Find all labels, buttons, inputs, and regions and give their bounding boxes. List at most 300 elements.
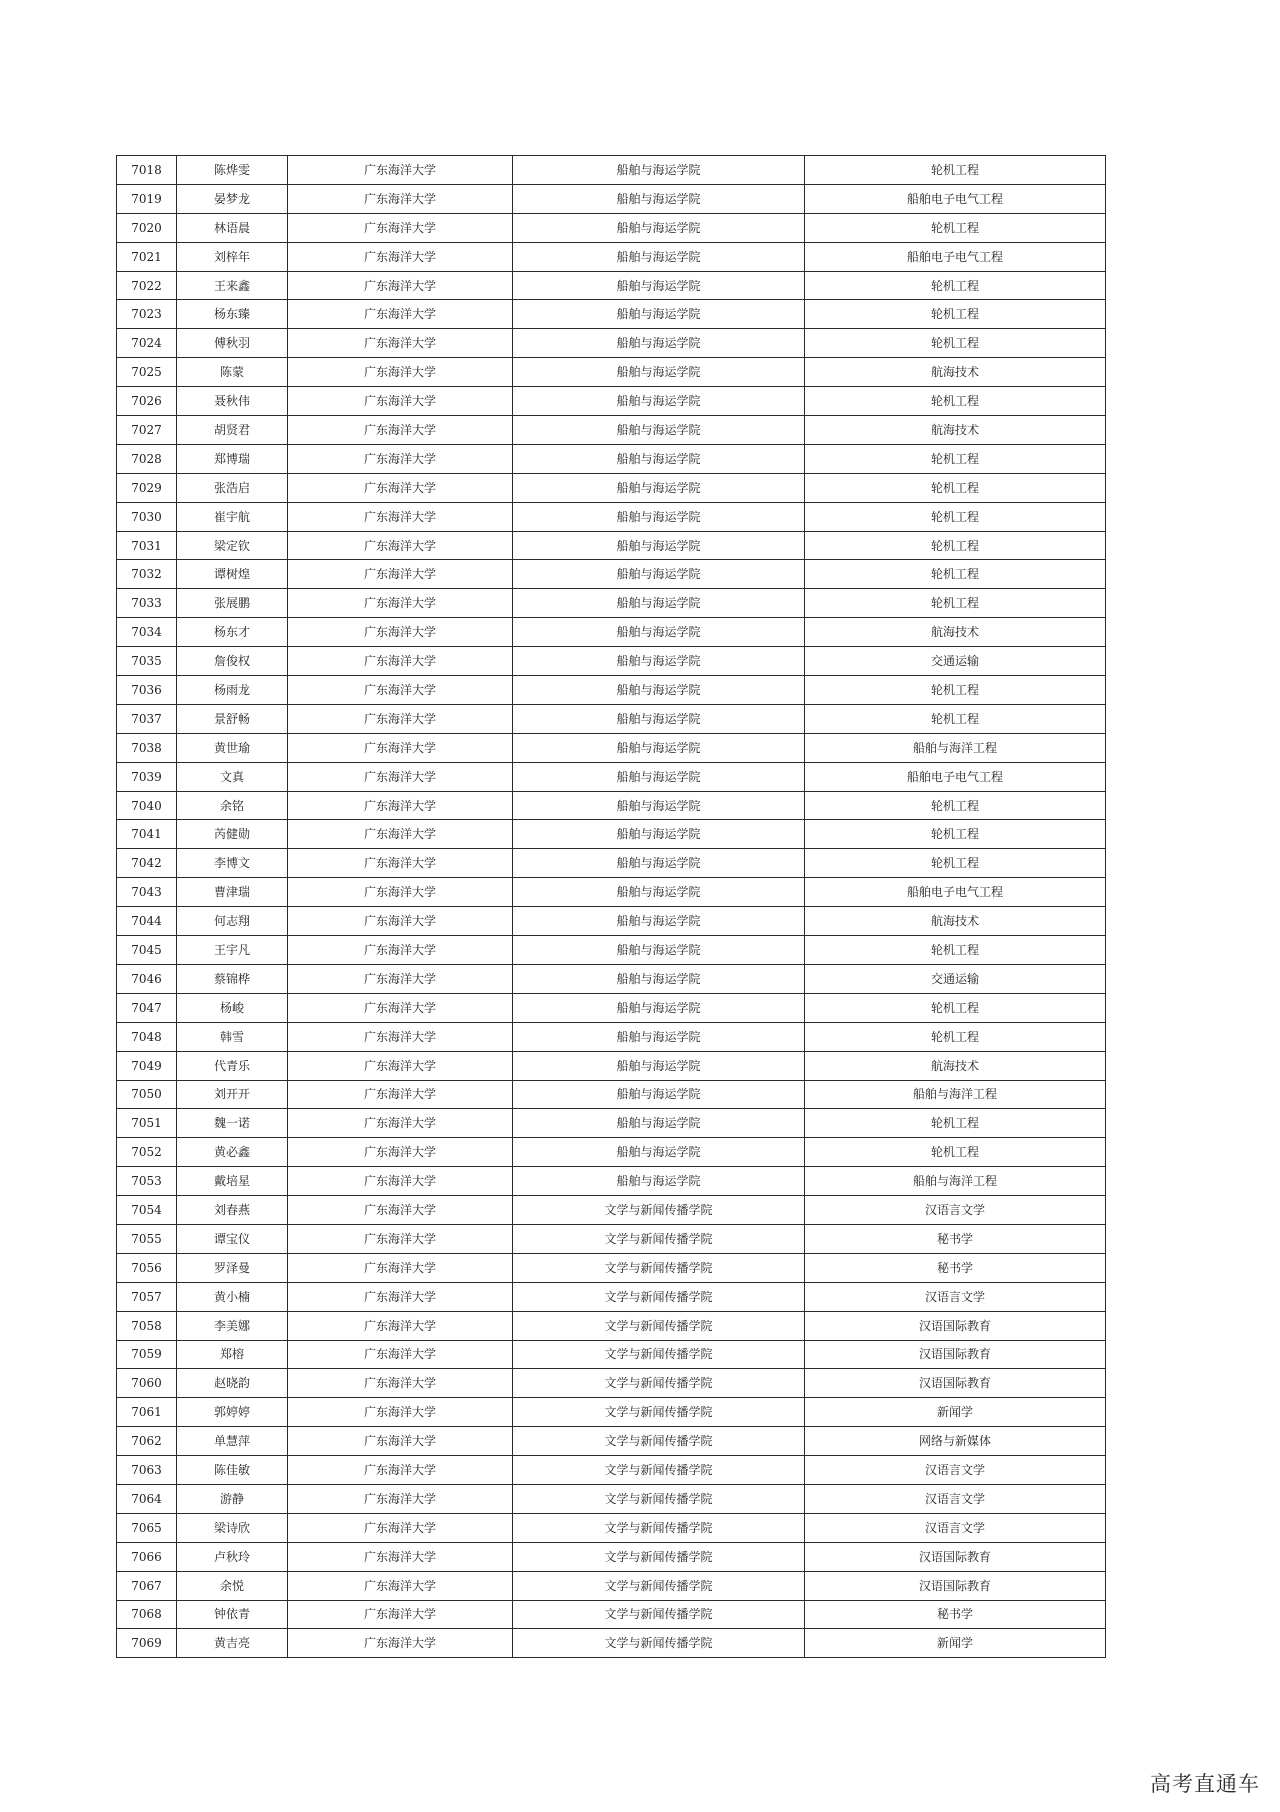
cell-major: 秘书学	[805, 1600, 1106, 1629]
cell-name: 卢秋玲	[177, 1542, 288, 1571]
cell-college: 船舶与海运学院	[513, 387, 805, 416]
table-row	[117, 502, 1106, 531]
table-row	[117, 1311, 1106, 1340]
cell-major: 船舶电子电气工程	[805, 242, 1106, 271]
cell-university: 广东海洋大学	[288, 444, 513, 473]
cell-name: 文真	[177, 762, 288, 791]
cell-name: 刘春燕	[177, 1196, 288, 1225]
table-row	[117, 473, 1106, 502]
cell-university: 广东海洋大学	[288, 878, 513, 907]
table-row	[117, 1513, 1106, 1542]
table-row	[117, 1427, 1106, 1456]
cell-major: 新闻学	[805, 1629, 1106, 1658]
cell-college: 船舶与海运学院	[513, 762, 805, 791]
cell-college: 船舶与海运学院	[513, 156, 805, 185]
cell-name: 詹俊权	[177, 647, 288, 676]
cell-college: 船舶与海运学院	[513, 1167, 805, 1196]
cell-college: 船舶与海运学院	[513, 676, 805, 705]
cell-university: 广东海洋大学	[288, 184, 513, 213]
cell-name: 晏梦龙	[177, 184, 288, 213]
cell-university: 广东海洋大学	[288, 1456, 513, 1485]
cell-id: 7027	[117, 416, 177, 445]
cell-major: 汉语言文学	[805, 1196, 1106, 1225]
cell-university: 广东海洋大学	[288, 1513, 513, 1542]
cell-college: 文学与新闻传播学院	[513, 1253, 805, 1282]
table-row	[117, 1571, 1106, 1600]
cell-name: 谭树煌	[177, 560, 288, 589]
cell-major: 轮机工程	[805, 444, 1106, 473]
cell-major: 轮机工程	[805, 791, 1106, 820]
cell-university: 广东海洋大学	[288, 560, 513, 589]
cell-university: 广东海洋大学	[288, 1369, 513, 1398]
cell-id: 7022	[117, 271, 177, 300]
table-row	[117, 416, 1106, 445]
cell-college: 船舶与海运学院	[513, 531, 805, 560]
cell-id: 7044	[117, 907, 177, 936]
cell-id: 7049	[117, 1051, 177, 1080]
table-row	[117, 184, 1106, 213]
table-row	[117, 444, 1106, 473]
cell-id: 7024	[117, 329, 177, 358]
cell-college: 船舶与海运学院	[513, 733, 805, 762]
cell-university: 广东海洋大学	[288, 1253, 513, 1282]
cell-major: 船舶与海洋工程	[805, 1080, 1106, 1109]
cell-name: 林语晨	[177, 213, 288, 242]
cell-major: 航海技术	[805, 1051, 1106, 1080]
table-row	[117, 1022, 1106, 1051]
cell-college: 文学与新闻传播学院	[513, 1311, 805, 1340]
table-row	[117, 589, 1106, 618]
cell-university: 广东海洋大学	[288, 676, 513, 705]
cell-name: 单慧萍	[177, 1427, 288, 1456]
cell-name: 余铭	[177, 791, 288, 820]
cell-university: 广东海洋大学	[288, 473, 513, 502]
cell-college: 船舶与海运学院	[513, 444, 805, 473]
cell-name: 黄必鑫	[177, 1138, 288, 1167]
cell-college: 文学与新闻传播学院	[513, 1456, 805, 1485]
cell-major: 交通运输	[805, 647, 1106, 676]
table-row	[117, 1253, 1106, 1282]
cell-id: 7030	[117, 502, 177, 531]
cell-id: 7045	[117, 936, 177, 965]
cell-college: 船舶与海运学院	[513, 300, 805, 329]
cell-college: 船舶与海运学院	[513, 993, 805, 1022]
cell-id: 7054	[117, 1196, 177, 1225]
table-row	[117, 1138, 1106, 1167]
cell-university: 广东海洋大学	[288, 762, 513, 791]
cell-name: 郑博瑞	[177, 444, 288, 473]
cell-university: 广东海洋大学	[288, 1427, 513, 1456]
cell-college: 文学与新闻传播学院	[513, 1398, 805, 1427]
cell-name: 陈烨雯	[177, 156, 288, 185]
cell-major: 轮机工程	[805, 387, 1106, 416]
cell-major: 航海技术	[805, 907, 1106, 936]
cell-university: 广东海洋大学	[288, 1282, 513, 1311]
cell-name: 梁定钦	[177, 531, 288, 560]
cell-university: 广东海洋大学	[288, 993, 513, 1022]
cell-major: 交通运输	[805, 964, 1106, 993]
cell-id: 7060	[117, 1369, 177, 1398]
cell-university: 广东海洋大学	[288, 387, 513, 416]
cell-college: 船舶与海运学院	[513, 184, 805, 213]
cell-id: 7042	[117, 849, 177, 878]
cell-id: 7056	[117, 1253, 177, 1282]
cell-major: 船舶电子电气工程	[805, 184, 1106, 213]
table-row	[117, 878, 1106, 907]
cell-major: 汉语国际教育	[805, 1369, 1106, 1398]
cell-name: 郑榕	[177, 1340, 288, 1369]
cell-id: 7057	[117, 1282, 177, 1311]
cell-id: 7066	[117, 1542, 177, 1571]
cell-name: 陈蒙	[177, 358, 288, 387]
cell-id: 7028	[117, 444, 177, 473]
cell-college: 船舶与海运学院	[513, 849, 805, 878]
cell-id: 7068	[117, 1600, 177, 1629]
cell-id: 7021	[117, 242, 177, 271]
cell-college: 船舶与海运学院	[513, 502, 805, 531]
cell-major: 轮机工程	[805, 936, 1106, 965]
table-row	[117, 791, 1106, 820]
cell-id: 7046	[117, 964, 177, 993]
table-row	[117, 1484, 1106, 1513]
cell-name: 曹津瑞	[177, 878, 288, 907]
cell-university: 广东海洋大学	[288, 936, 513, 965]
cell-name: 黄小楠	[177, 1282, 288, 1311]
table-row	[117, 936, 1106, 965]
cell-id: 7035	[117, 647, 177, 676]
table-row	[117, 1109, 1106, 1138]
cell-id: 7036	[117, 676, 177, 705]
table-row	[117, 1196, 1106, 1225]
cell-college: 文学与新闻传播学院	[513, 1513, 805, 1542]
cell-college: 船舶与海运学院	[513, 618, 805, 647]
table-row	[117, 618, 1106, 647]
cell-id: 7059	[117, 1340, 177, 1369]
cell-university: 广东海洋大学	[288, 733, 513, 762]
table-row	[117, 907, 1106, 936]
cell-id: 7031	[117, 531, 177, 560]
cell-college: 文学与新闻传播学院	[513, 1196, 805, 1225]
cell-id: 7019	[117, 184, 177, 213]
cell-college: 船舶与海运学院	[513, 589, 805, 618]
cell-university: 广东海洋大学	[288, 1080, 513, 1109]
cell-college: 文学与新闻传播学院	[513, 1542, 805, 1571]
cell-name: 蔡锦桦	[177, 964, 288, 993]
table-row	[117, 271, 1106, 300]
table-row	[117, 329, 1106, 358]
cell-name: 崔宇航	[177, 502, 288, 531]
table-row	[117, 647, 1106, 676]
cell-name: 魏一诺	[177, 1109, 288, 1138]
cell-university: 广东海洋大学	[288, 1224, 513, 1253]
cell-id: 7062	[117, 1427, 177, 1456]
table-row	[117, 1629, 1106, 1658]
cell-id: 7047	[117, 993, 177, 1022]
roster-body	[117, 156, 1106, 1658]
cell-major: 航海技术	[805, 618, 1106, 647]
cell-id: 7067	[117, 1571, 177, 1600]
cell-name: 景舒畅	[177, 704, 288, 733]
cell-name: 张浩启	[177, 473, 288, 502]
table-row	[117, 1542, 1106, 1571]
cell-name: 游静	[177, 1484, 288, 1513]
cell-university: 广东海洋大学	[288, 1340, 513, 1369]
cell-college: 船舶与海运学院	[513, 791, 805, 820]
cell-id: 7052	[117, 1138, 177, 1167]
cell-major: 船舶电子电气工程	[805, 762, 1106, 791]
cell-name: 杨东臻	[177, 300, 288, 329]
cell-major: 汉语言文学	[805, 1282, 1106, 1311]
cell-college: 文学与新闻传播学院	[513, 1484, 805, 1513]
cell-major: 轮机工程	[805, 531, 1106, 560]
cell-id: 7050	[117, 1080, 177, 1109]
cell-name: 黄吉亮	[177, 1629, 288, 1658]
cell-id: 7048	[117, 1022, 177, 1051]
cell-id: 7069	[117, 1629, 177, 1658]
cell-major: 轮机工程	[805, 502, 1106, 531]
cell-major: 轮机工程	[805, 1022, 1106, 1051]
cell-college: 船舶与海运学院	[513, 473, 805, 502]
cell-college: 船舶与海运学院	[513, 964, 805, 993]
cell-id: 7023	[117, 300, 177, 329]
cell-name: 杨峻	[177, 993, 288, 1022]
cell-university: 广东海洋大学	[288, 358, 513, 387]
cell-id: 7020	[117, 213, 177, 242]
cell-college: 文学与新闻传播学院	[513, 1369, 805, 1398]
table-row	[117, 1080, 1106, 1109]
cell-college: 文学与新闻传播学院	[513, 1340, 805, 1369]
cell-name: 代青乐	[177, 1051, 288, 1080]
cell-college: 船舶与海运学院	[513, 704, 805, 733]
cell-name: 郭婷婷	[177, 1398, 288, 1427]
cell-university: 广东海洋大学	[288, 1051, 513, 1080]
cell-name: 傅秋羽	[177, 329, 288, 358]
cell-id: 7040	[117, 791, 177, 820]
cell-name: 戴培星	[177, 1167, 288, 1196]
table-row	[117, 1398, 1106, 1427]
cell-id: 7063	[117, 1456, 177, 1485]
table-row	[117, 676, 1106, 705]
admission-roster-table	[116, 155, 1106, 1658]
cell-college: 船舶与海运学院	[513, 271, 805, 300]
cell-name: 黄世瑜	[177, 733, 288, 762]
cell-major: 轮机工程	[805, 1138, 1106, 1167]
cell-college: 船舶与海运学院	[513, 1138, 805, 1167]
cell-major: 汉语国际教育	[805, 1571, 1106, 1600]
cell-university: 广东海洋大学	[288, 1542, 513, 1571]
cell-name: 罗泽曼	[177, 1253, 288, 1282]
cell-name: 王宇凡	[177, 936, 288, 965]
cell-college: 文学与新闻传播学院	[513, 1629, 805, 1658]
cell-name: 钟依青	[177, 1600, 288, 1629]
cell-id: 7025	[117, 358, 177, 387]
cell-college: 文学与新闻传播学院	[513, 1427, 805, 1456]
cell-major: 船舶电子电气工程	[805, 878, 1106, 907]
cell-major: 航海技术	[805, 358, 1106, 387]
cell-university: 广东海洋大学	[288, 329, 513, 358]
cell-id: 7043	[117, 878, 177, 907]
cell-major: 轮机工程	[805, 849, 1106, 878]
cell-major: 汉语言文学	[805, 1484, 1106, 1513]
cell-university: 广东海洋大学	[288, 300, 513, 329]
cell-name: 杨雨龙	[177, 676, 288, 705]
table-row	[117, 1340, 1106, 1369]
cell-name: 刘梓年	[177, 242, 288, 271]
cell-college: 船舶与海运学院	[513, 213, 805, 242]
cell-name: 胡贤君	[177, 416, 288, 445]
cell-id: 7051	[117, 1109, 177, 1138]
cell-college: 船舶与海运学院	[513, 416, 805, 445]
cell-id: 7026	[117, 387, 177, 416]
cell-college: 船舶与海运学院	[513, 936, 805, 965]
cell-major: 汉语言文学	[805, 1456, 1106, 1485]
table-row	[117, 300, 1106, 329]
cell-major: 汉语国际教育	[805, 1311, 1106, 1340]
watermark-text: 高考直通车	[1150, 1772, 1260, 1796]
cell-name: 李美娜	[177, 1311, 288, 1340]
cell-college: 船舶与海运学院	[513, 358, 805, 387]
table-row	[117, 849, 1106, 878]
cell-name: 谭宝仪	[177, 1224, 288, 1253]
cell-major: 轮机工程	[805, 300, 1106, 329]
cell-college: 船舶与海运学院	[513, 820, 805, 849]
cell-university: 广东海洋大学	[288, 531, 513, 560]
cell-university: 广东海洋大学	[288, 791, 513, 820]
cell-university: 广东海洋大学	[288, 1022, 513, 1051]
cell-major: 轮机工程	[805, 271, 1106, 300]
table-row	[117, 1051, 1106, 1080]
cell-major: 船舶与海洋工程	[805, 733, 1106, 762]
cell-major: 轮机工程	[805, 993, 1106, 1022]
table-row	[117, 560, 1106, 589]
cell-college: 船舶与海运学院	[513, 647, 805, 676]
cell-university: 广东海洋大学	[288, 1629, 513, 1658]
cell-university: 广东海洋大学	[288, 964, 513, 993]
table-row	[117, 964, 1106, 993]
table-row	[117, 762, 1106, 791]
cell-college: 船舶与海运学院	[513, 242, 805, 271]
table-row	[117, 213, 1106, 242]
cell-university: 广东海洋大学	[288, 242, 513, 271]
table-row	[117, 242, 1106, 271]
cell-university: 广东海洋大学	[288, 213, 513, 242]
cell-id: 7037	[117, 704, 177, 733]
cell-university: 广东海洋大学	[288, 271, 513, 300]
cell-id: 7065	[117, 1513, 177, 1542]
cell-college: 船舶与海运学院	[513, 1109, 805, 1138]
cell-university: 广东海洋大学	[288, 1600, 513, 1629]
cell-id: 7053	[117, 1167, 177, 1196]
cell-name: 韩雪	[177, 1022, 288, 1051]
cell-university: 广东海洋大学	[288, 1109, 513, 1138]
cell-university: 广东海洋大学	[288, 618, 513, 647]
cell-major: 汉语国际教育	[805, 1340, 1106, 1369]
cell-name: 刘开开	[177, 1080, 288, 1109]
cell-university: 广东海洋大学	[288, 156, 513, 185]
table-row	[117, 1369, 1106, 1398]
cell-id: 7018	[117, 156, 177, 185]
table-row	[117, 993, 1106, 1022]
cell-id: 7064	[117, 1484, 177, 1513]
cell-major: 轮机工程	[805, 676, 1106, 705]
cell-college: 文学与新闻传播学院	[513, 1600, 805, 1629]
table-row	[117, 156, 1106, 185]
cell-college: 船舶与海运学院	[513, 907, 805, 936]
cell-college: 船舶与海运学院	[513, 560, 805, 589]
cell-name: 张展鹏	[177, 589, 288, 618]
cell-major: 轮机工程	[805, 704, 1106, 733]
cell-major: 轮机工程	[805, 1109, 1106, 1138]
cell-university: 广东海洋大学	[288, 589, 513, 618]
cell-name: 梁诗欣	[177, 1513, 288, 1542]
cell-college: 文学与新闻传播学院	[513, 1224, 805, 1253]
cell-id: 7058	[117, 1311, 177, 1340]
table-row	[117, 531, 1106, 560]
cell-major: 汉语国际教育	[805, 1542, 1106, 1571]
cell-college: 文学与新闻传播学院	[513, 1571, 805, 1600]
table-row	[117, 1600, 1106, 1629]
cell-id: 7034	[117, 618, 177, 647]
cell-university: 广东海洋大学	[288, 1571, 513, 1600]
cell-university: 广东海洋大学	[288, 416, 513, 445]
cell-name: 余悦	[177, 1571, 288, 1600]
table-row	[117, 820, 1106, 849]
cell-university: 广东海洋大学	[288, 1138, 513, 1167]
cell-major: 新闻学	[805, 1398, 1106, 1427]
table-row	[117, 1167, 1106, 1196]
cell-university: 广东海洋大学	[288, 1398, 513, 1427]
cell-name: 何志翔	[177, 907, 288, 936]
cell-id: 7029	[117, 473, 177, 502]
cell-college: 船舶与海运学院	[513, 1022, 805, 1051]
cell-university: 广东海洋大学	[288, 1196, 513, 1225]
cell-name: 聂秋伟	[177, 387, 288, 416]
table-row	[117, 1282, 1106, 1311]
cell-major: 秘书学	[805, 1224, 1106, 1253]
cell-college: 船舶与海运学院	[513, 329, 805, 358]
table-row	[117, 733, 1106, 762]
table-row	[117, 1224, 1106, 1253]
cell-college: 船舶与海运学院	[513, 1080, 805, 1109]
table-row	[117, 358, 1106, 387]
cell-id: 7039	[117, 762, 177, 791]
cell-id: 7033	[117, 589, 177, 618]
cell-major: 汉语言文学	[805, 1513, 1106, 1542]
table-row	[117, 704, 1106, 733]
cell-major: 秘书学	[805, 1253, 1106, 1282]
cell-id: 7041	[117, 820, 177, 849]
cell-college: 船舶与海运学院	[513, 1051, 805, 1080]
cell-university: 广东海洋大学	[288, 1167, 513, 1196]
cell-university: 广东海洋大学	[288, 849, 513, 878]
cell-university: 广东海洋大学	[288, 1311, 513, 1340]
cell-name: 芮健勋	[177, 820, 288, 849]
cell-major: 轮机工程	[805, 560, 1106, 589]
cell-major: 网络与新媒体	[805, 1427, 1106, 1456]
cell-name: 赵晓韵	[177, 1369, 288, 1398]
cell-id: 7061	[117, 1398, 177, 1427]
cell-university: 广东海洋大学	[288, 1484, 513, 1513]
cell-university: 广东海洋大学	[288, 907, 513, 936]
cell-major: 轮机工程	[805, 329, 1106, 358]
cell-id: 7055	[117, 1224, 177, 1253]
cell-university: 广东海洋大学	[288, 647, 513, 676]
cell-university: 广东海洋大学	[288, 820, 513, 849]
cell-major: 轮机工程	[805, 589, 1106, 618]
cell-university: 广东海洋大学	[288, 502, 513, 531]
cell-college: 船舶与海运学院	[513, 878, 805, 907]
cell-id: 7038	[117, 733, 177, 762]
